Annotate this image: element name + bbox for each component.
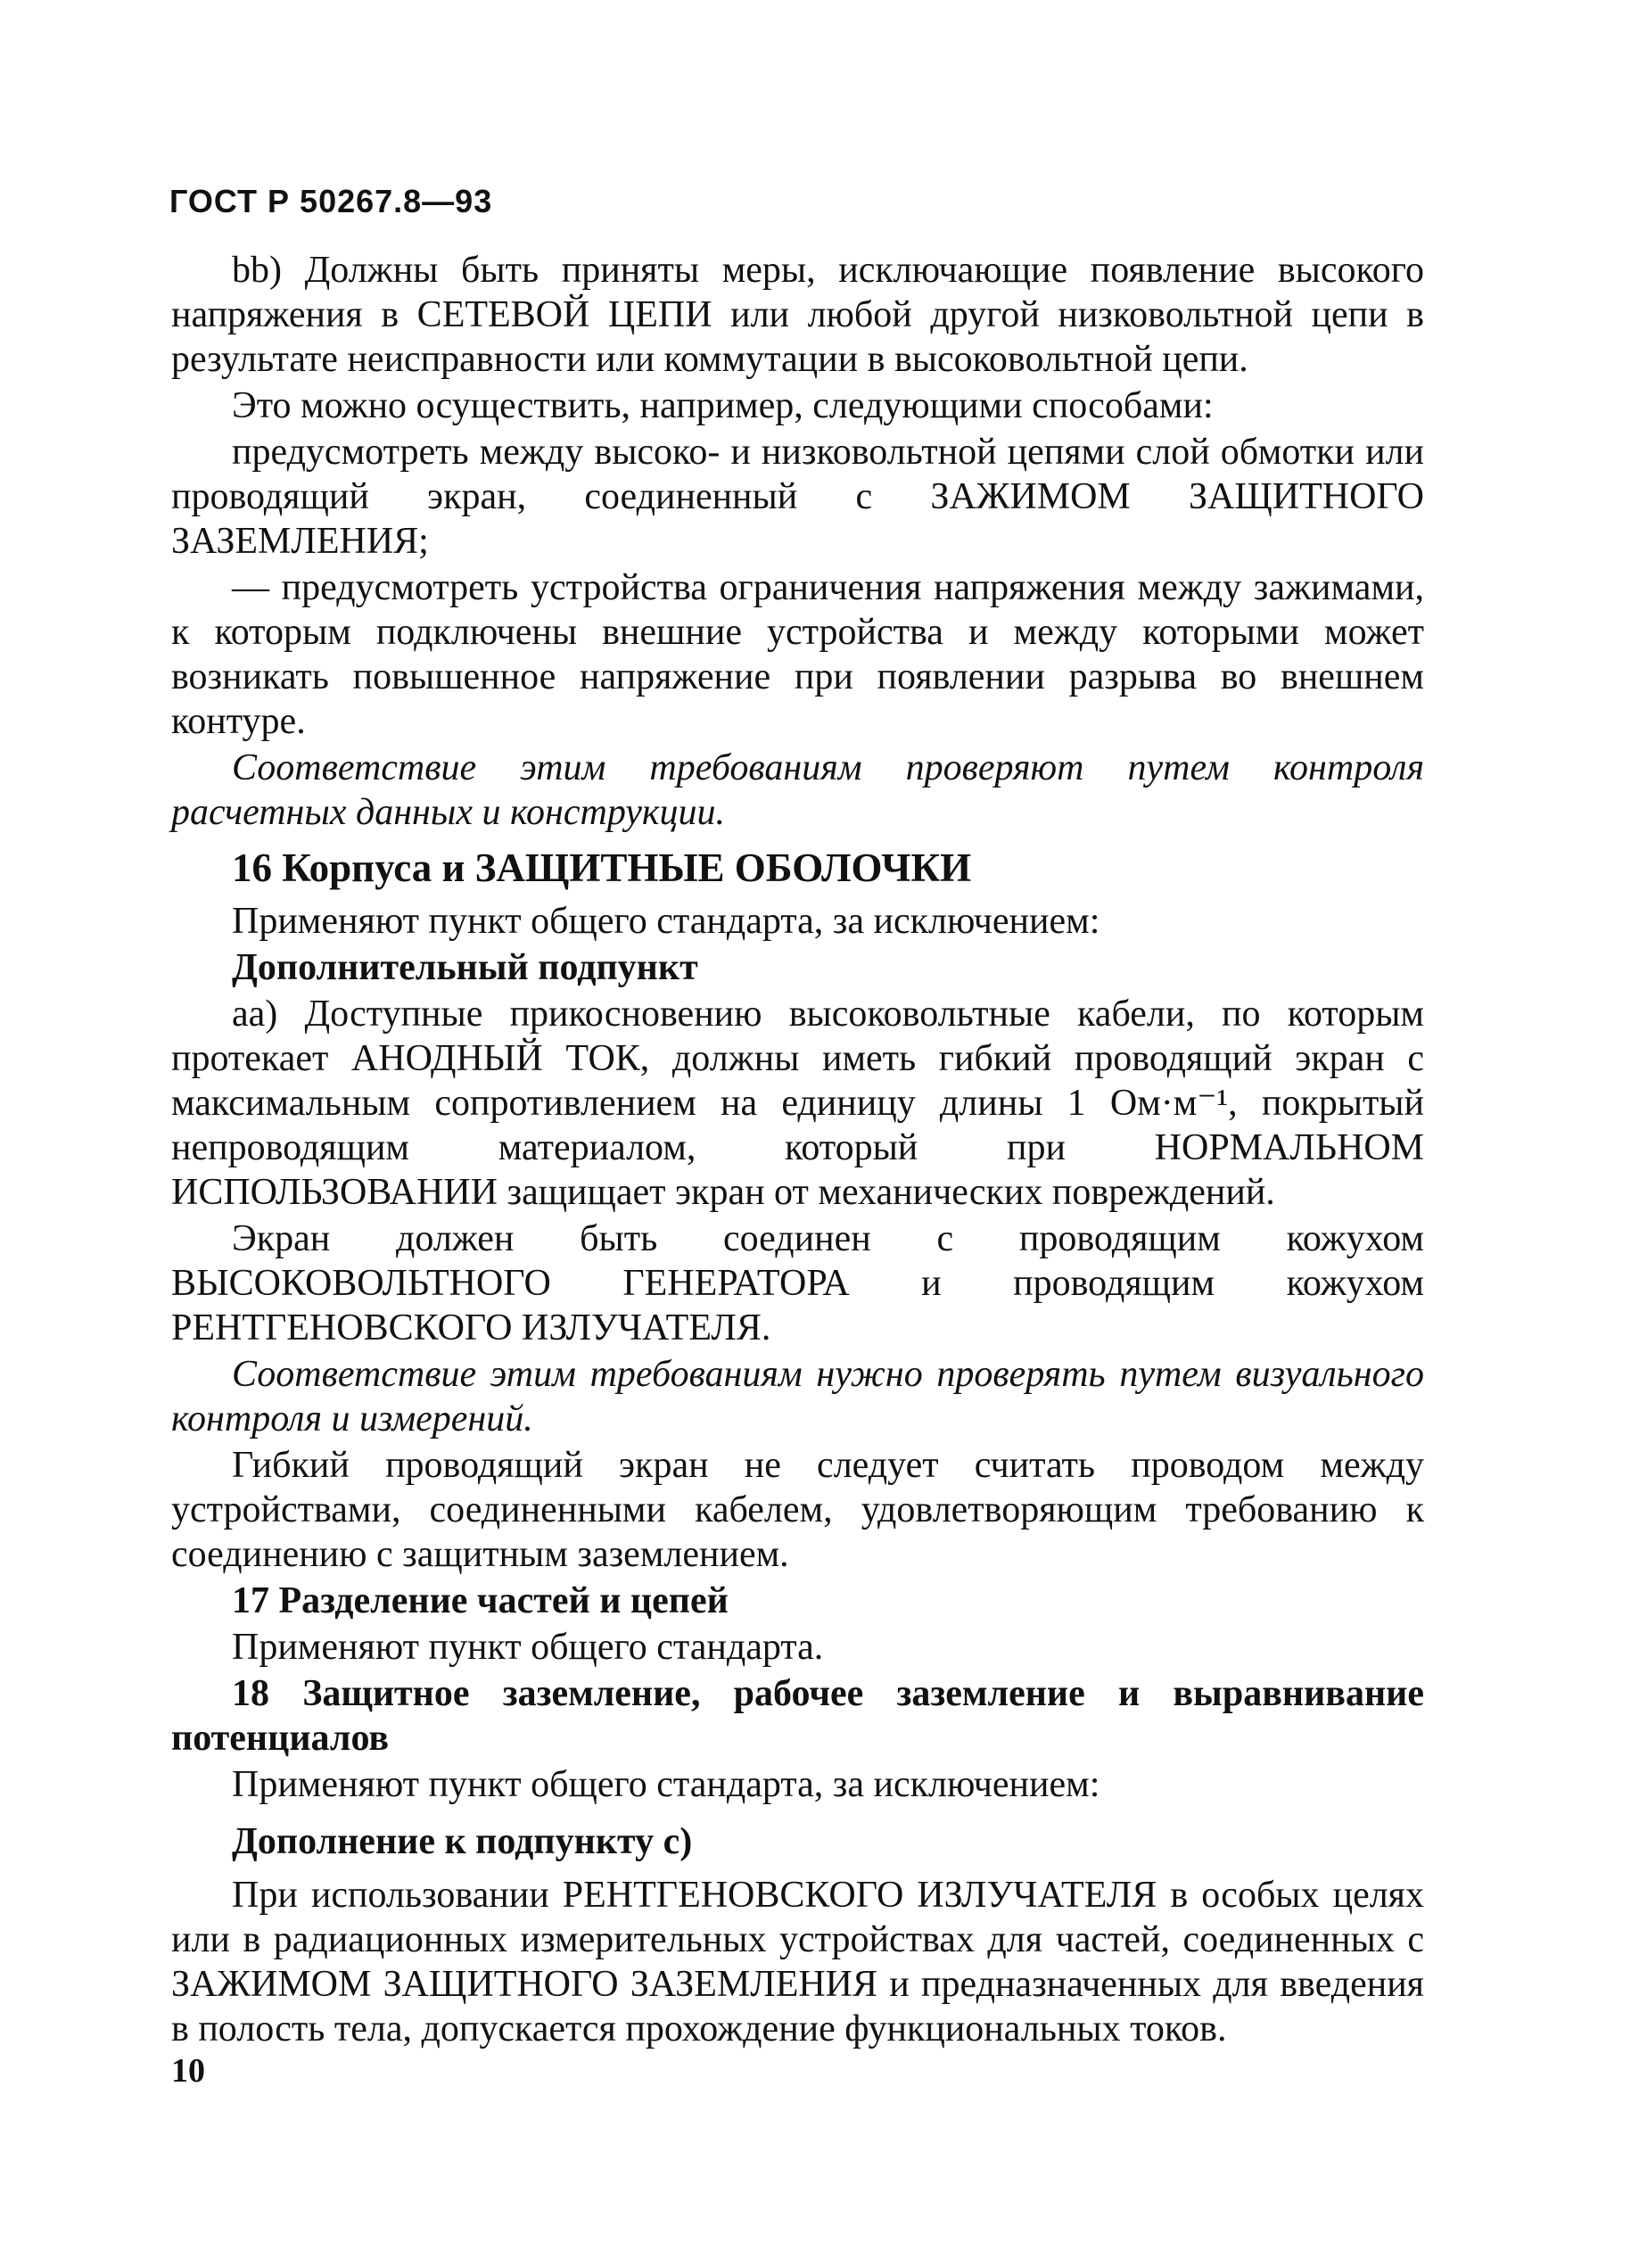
compliance-note-2: Соответствие этим требованиям нужно проверять путем визуального контроля и измерений. [171, 1354, 1424, 1439]
paragraph-apply-with-exception-2: Применяют пункт общего стандарта, за исключением: [232, 1764, 1100, 1805]
paragraph-method-limiter: — предусмотреть устройства ограничения напряжения между зажимами, к которым подключены внешние устройства и между которыми может возникать повышенное напряжение при появлении разрыва во внешнем контуре. [171, 567, 1424, 742]
paragraph-bb: bb) Должны быть приняты меры, исключающие появление высокого напряжения в СЕТЕВОЙ ЦЕПИ или любой другой низковольтной цепи в результате неисправности или коммутации в высоковольтной цепи. [171, 250, 1424, 380]
paragraph-method-shield: предусмотреть между высоко- и низковольтной цепями слой обмотки или проводящий экран, соединенный с ЗАЖИМОМ ЗАЩИТНОГО ЗАЗЕМЛЕНИЯ; [171, 432, 1424, 562]
paragraph-aa-cables: аа) Доступные прикосновению высоковольтные кабели, по которым протекает АНОДНЫЙ ТОК, должны иметь гибкий проводящий экран с максимальным сопротивлением на единицу длины 1 Ом·м⁻¹, покрытый непроводящим материалом, который при НОРМАЛЬНОМ ИСПОЛЬЗОВАНИИ защищает экран от механических повреждений. [171, 994, 1424, 1213]
paragraph-apply-with-exception-1: Применяют пункт общего стандарта, за исключением: [232, 901, 1100, 942]
paragraph-apply-general: Применяют пункт общего стандарта. [232, 1627, 824, 1668]
document-code-header: ГОСТ Р 50267.8—93 [169, 183, 493, 219]
compliance-note-1: Соответствие этим требованиям проверяют путем контроля расчетных данных и конструкции. [171, 747, 1424, 833]
subheading-addition-to-c: Дополнение к подпункту с) [232, 1821, 693, 1862]
paragraph-xray-special-use: При использовании РЕНТГЕНОВСКОГО ИЗЛУЧАТЕЛЯ в особых целях или в радиационных измерительных устройствах для частей, соединенных с ЗАЖИМОМ ЗАЩИТНОГО ЗАЗЕМЛЕНИЯ и предназначенных для введения в полость тела, допускается прохождение функциональных токов. [171, 1875, 1424, 2049]
section-heading-17: 17 Разделение частей и цепей [232, 1580, 729, 1621]
page-number: 10 [171, 2052, 205, 2090]
paragraph-flexible-screen: Гибкий проводящий экран не следует считать проводом между устройствами, соединенными кабелем, удовлетворяющим требованию к соединению с защитным заземлением. [171, 1445, 1424, 1575]
section-heading-16: 16 Корпуса и ЗАЩИТНЫЕ ОБОЛОЧКИ [232, 845, 972, 890]
document-body [171, 248, 1424, 2053]
section-heading-18: 18 Защитное заземление, рабочее заземление и выравнивание потенциалов [171, 1673, 1424, 1759]
paragraph-methods-intro: Это можно осуществить, например, следующими способами: [232, 385, 1214, 426]
paragraph-screen-connection: Экран должен быть соединен с проводящим кожухом ВЫСОКОВОЛЬТНОГО ГЕНЕРАТОРА и проводящим кожухом РЕНТГЕНОВСКОГО ИЗЛУЧАТЕЛЯ. [171, 1218, 1424, 1348]
subheading-additional-subclause: Дополнительный подпункт [232, 947, 698, 988]
